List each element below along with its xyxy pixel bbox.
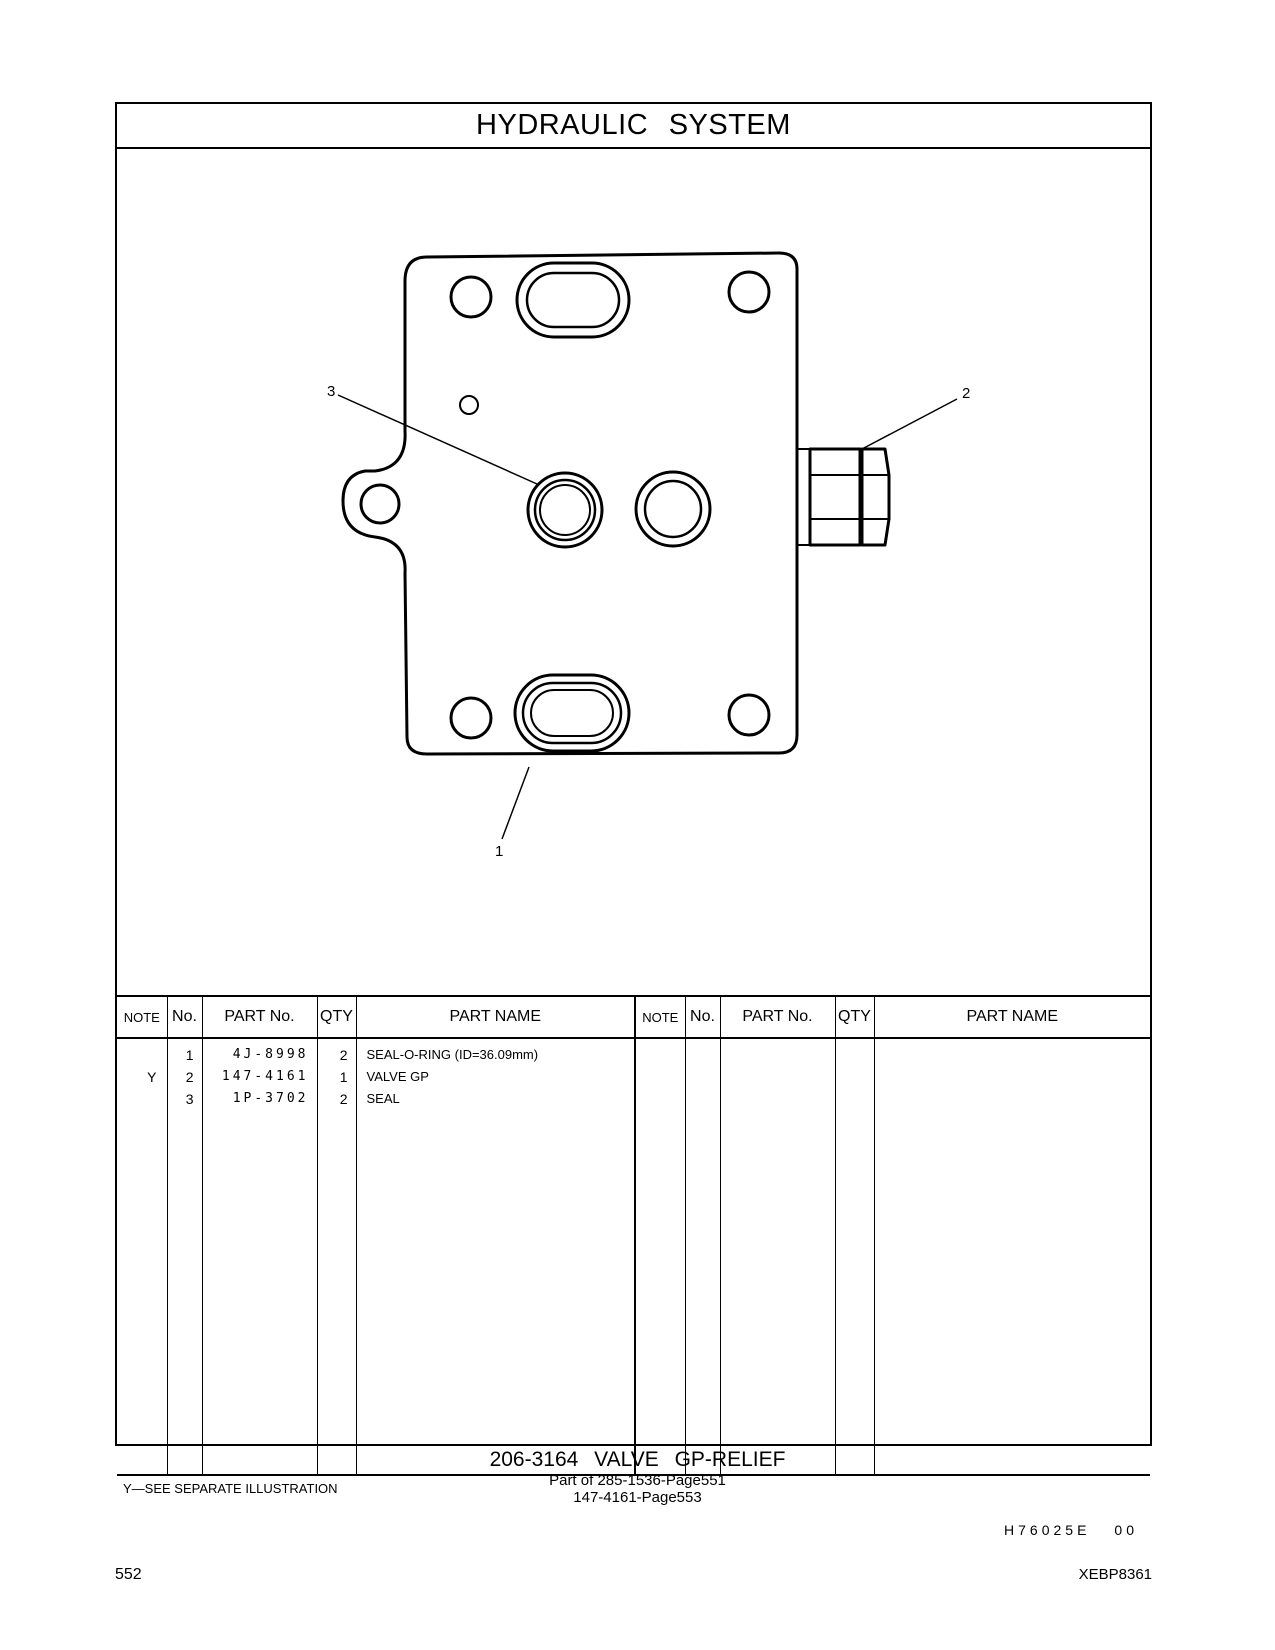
- empty-qty-cell-right: [835, 1038, 874, 1475]
- header-part-no: PART No.: [202, 996, 317, 1038]
- table-row-2-qty: 1: [339, 1069, 348, 1085]
- document-code: XEBP8361: [1078, 1566, 1152, 1583]
- empty-note-cell-right: [635, 1038, 685, 1475]
- no-column: [168, 1039, 202, 1110]
- group-caption-title: 206-3164 VALVE GP-RELIEF: [489, 1448, 786, 1471]
- bolt-hole-bottom-left: [451, 698, 491, 738]
- bottom-oval-port-outer: [515, 675, 629, 751]
- empty-part-name-cell-right: [874, 1038, 1150, 1475]
- table-row-2-part-name: VALVE GP: [366, 1069, 429, 1084]
- leader-line-2: [862, 399, 957, 449]
- group-caption-reference-2: 147-4161-Page553: [573, 1489, 702, 1506]
- header-note: NOTE: [117, 996, 167, 1038]
- header-no-right: No.: [685, 996, 720, 1038]
- table-row-1-part-name: SEAL-O-RING (ID=36.09mm): [366, 1047, 539, 1062]
- table-row-3-qty: 2: [339, 1091, 348, 1107]
- part-name-column: [357, 1039, 635, 1110]
- parts-table: [117, 995, 1150, 1476]
- header-qty: QTY: [317, 996, 356, 1038]
- header-part-name-right: PART NAME: [874, 996, 1150, 1038]
- table-row-2-note: Y: [147, 1069, 157, 1085]
- leader-line-1: [502, 767, 529, 839]
- part-no-column: [203, 1039, 317, 1110]
- right-port-outer: [636, 472, 710, 546]
- page-number: 552: [115, 1566, 142, 1583]
- callout-label-2: 2: [962, 385, 971, 402]
- table-row-1-qty: 2: [339, 1047, 348, 1063]
- table-footnote: Y—SEE SEPARATE ILLUSTRATION: [123, 1481, 338, 1496]
- illustration-code-rev: 00: [1114, 1522, 1138, 1538]
- center-port-inner: [540, 485, 590, 535]
- illustration-code: [980, 1522, 1138, 1538]
- table-row-3-no: 3: [185, 1091, 194, 1107]
- bolt-hole-top-left: [451, 277, 491, 317]
- table-row-2-part-no: 147-4161: [221, 1069, 309, 1084]
- table-row-1-no: 1: [185, 1047, 194, 1063]
- parts-table-body: [117, 1038, 1150, 1475]
- center-port-ring: [535, 480, 595, 540]
- table-row-3-part-no: 1P-3702: [232, 1091, 309, 1106]
- empty-no-cell-right: [685, 1038, 720, 1475]
- section-title: HYDRAULIC SYSTEM: [117, 104, 1150, 149]
- header-qty-right: QTY: [835, 996, 874, 1038]
- right-port-inner: [645, 481, 701, 537]
- parts-illustration: [117, 149, 1150, 995]
- header-part-no-right: PART No.: [720, 996, 835, 1038]
- bottom-oval-port-inner: [531, 690, 613, 736]
- illustration-code-id: H76025E: [1004, 1522, 1091, 1538]
- header-no: No.: [167, 996, 202, 1038]
- bolt-hole-left-ear: [361, 485, 399, 523]
- table-row-3-note: [117, 1088, 167, 1110]
- top-oval-port-inner: [527, 273, 619, 327]
- table-row-2-no: 2: [185, 1069, 194, 1085]
- bolt-hole-bottom-right: [729, 695, 769, 735]
- bottom-oval-port-ring: [523, 683, 621, 743]
- relief-valve-drawing: [117, 149, 1150, 995]
- header-part-name: PART NAME: [356, 996, 635, 1038]
- callout-label-3: 3: [327, 383, 336, 400]
- table-row-1-part-no: 4J-8998: [232, 1047, 309, 1062]
- note-column: [117, 1039, 167, 1110]
- valve-cartridge-body: [810, 449, 860, 545]
- callout-label-1: 1: [495, 843, 504, 860]
- group-caption-reference-1: Part of 285-1536-Page551: [549, 1472, 726, 1489]
- parts-table-header: [117, 996, 1150, 1038]
- table-row-3-part-name: SEAL: [366, 1091, 400, 1106]
- qty-column: [318, 1039, 356, 1110]
- valve-cartridge-hex-nut: [862, 449, 889, 545]
- bolt-hole-top-right: [729, 272, 769, 312]
- header-note-right: NOTE: [635, 996, 685, 1038]
- table-row-1-note: [117, 1044, 167, 1066]
- pin-hole: [460, 396, 478, 414]
- empty-part-no-cell-right: [720, 1038, 835, 1475]
